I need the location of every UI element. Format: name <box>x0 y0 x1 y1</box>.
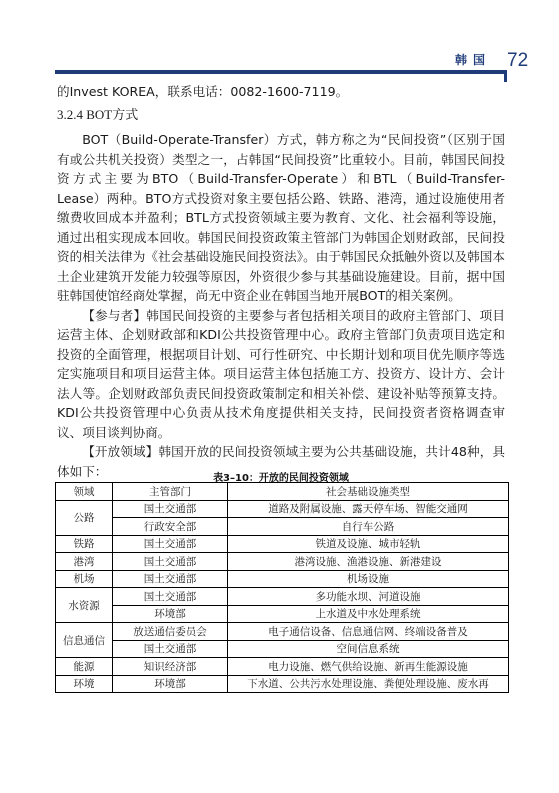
department-cell: 国土交通部 <box>113 535 228 553</box>
infra-type-cell: 道路及附属设施、露天停车场、智能交通网 <box>228 500 509 518</box>
participants-paragraph: 【参与者】韩国民间投资的主要参与者包括相关项目的政府主管部门、项目运营主体、企划财政部和KDI公共投资管理中心。政府主管部门负责项目选定和投资的全面管理，根据项目计划、可行性研究、中长期计划和项目优先顺序等选定实施项目和项目运营主体。项目运营主体包括施工方、投资方、设计方、会计法人等。企划财政部负责民间投资政策制定和相关补偿、建设补贴等预算支持。KDI公共投资管理中心负责从技术角度提供相关支持，民间投资者资格调查审议、项目谈判协商。 <box>57 307 505 440</box>
department-cell: 国土交通部 <box>113 553 228 571</box>
infra-type-cell: 上水道及中水处理系统 <box>228 605 509 623</box>
table-caption: 表3–10：开放的民间投资领域 <box>213 473 349 484</box>
open-fields-table <box>55 482 509 693</box>
department-cell: 环境部 <box>113 605 228 623</box>
header-department: 主管部门 <box>113 483 228 501</box>
table-row <box>56 675 509 693</box>
infra-type-cell: 港湾设施、渔港设施、新港建设 <box>228 553 509 571</box>
infra-type-cell: 机场设施 <box>228 570 509 588</box>
infra-type-cell: 电力设施、燃气供给设施、新再生能源设施 <box>228 658 509 676</box>
body-text <box>57 82 505 481</box>
table-row <box>56 623 509 641</box>
department-cell: 国土交通部 <box>113 500 228 518</box>
header-rule <box>55 70 504 74</box>
bot-paragraph: BOT（Build-Operate-Transfer）方式，韩方称之为“民间投资”（区别于国有或公共机关投资）类型之一，占韩国“民间投资”比重较小。目前，韩国民间投资方式主要为BTO（Build-Transfer-Operate）和BTL（Build-Transfer-Lease）两种。BTO方式投资对象主要包括公路、铁路、港湾，通过设施使用者缴费收回成本并盈利；BTL方式投资领域主要为教育、文化、社会福利等设施，通过出租实现成本回收。韩国民间投资政策主管部门为韩国企划财政部，民间投资的相关法律为《社会基础设施民间投资法》。由于韩国民众抵触外资以及韩国本土企业建筑开发能力较强等原因，外资很少参与其基础设施建设。目前，据中国驻韩国使馆经商处掌握，尚无中资企业在韩国当地开展BOT的相关案例。 <box>57 132 505 303</box>
field-cell: 水资源 <box>56 588 113 623</box>
running-header-country: 韩国 <box>455 53 492 67</box>
infra-type-cell: 多功能水坝、河道设施 <box>228 588 509 606</box>
open-fields-paragraph: 【开放领域】韩国开放的民间投资领域主要为公共基础设施，共计48种，具体如下： <box>57 444 505 479</box>
table-row <box>56 570 509 588</box>
infra-type-cell: 空间信息系统 <box>228 640 509 658</box>
header-corner-mark <box>504 70 507 82</box>
infra-type-cell: 铁道及设施、城市轻轨 <box>228 535 509 553</box>
infra-type-cell: 下水道、公共污水处理设施、粪便处理设施、废水再 <box>228 675 509 693</box>
page-header <box>0 0 559 80</box>
department-cell: 行政安全部 <box>113 518 228 536</box>
infra-type-cell: 自行车公路 <box>228 518 509 536</box>
table-row <box>56 588 509 606</box>
field-cell: 铁路 <box>56 535 113 553</box>
field-cell: 港湾 <box>56 553 113 571</box>
header-infra-type: 社会基础设施类型 <box>228 483 509 501</box>
department-cell: 环境部 <box>113 675 228 693</box>
table-row <box>56 640 509 658</box>
field-cell: 信息通信 <box>56 623 113 658</box>
table-row <box>56 518 509 536</box>
department-cell: 国土交通部 <box>113 570 228 588</box>
field-cell: 环境 <box>56 675 113 693</box>
section-heading: 3.2.4 BOT方式 <box>57 106 139 122</box>
field-cell: 机场 <box>56 570 113 588</box>
table-row <box>56 605 509 623</box>
field-cell: 能源 <box>56 658 113 676</box>
continued-paragraph: 的Invest KOREA，联系电话：0082-1600-7119。 <box>57 84 349 99</box>
header-field: 领域 <box>56 483 113 501</box>
table-header-row <box>56 483 509 501</box>
table-row <box>56 500 509 518</box>
department-cell: 国土交通部 <box>113 640 228 658</box>
table-row <box>56 535 509 553</box>
department-cell: 放送通信委员会 <box>113 623 228 641</box>
page-number: 72 <box>507 50 529 71</box>
infra-type-cell: 电子通信设备、信息通信网、终端设备普及 <box>228 623 509 641</box>
department-cell: 知识经济部 <box>113 658 228 676</box>
department-cell: 国土交通部 <box>113 588 228 606</box>
table-row <box>56 553 509 571</box>
table-row <box>56 658 509 676</box>
field-cell: 公路 <box>56 500 113 535</box>
